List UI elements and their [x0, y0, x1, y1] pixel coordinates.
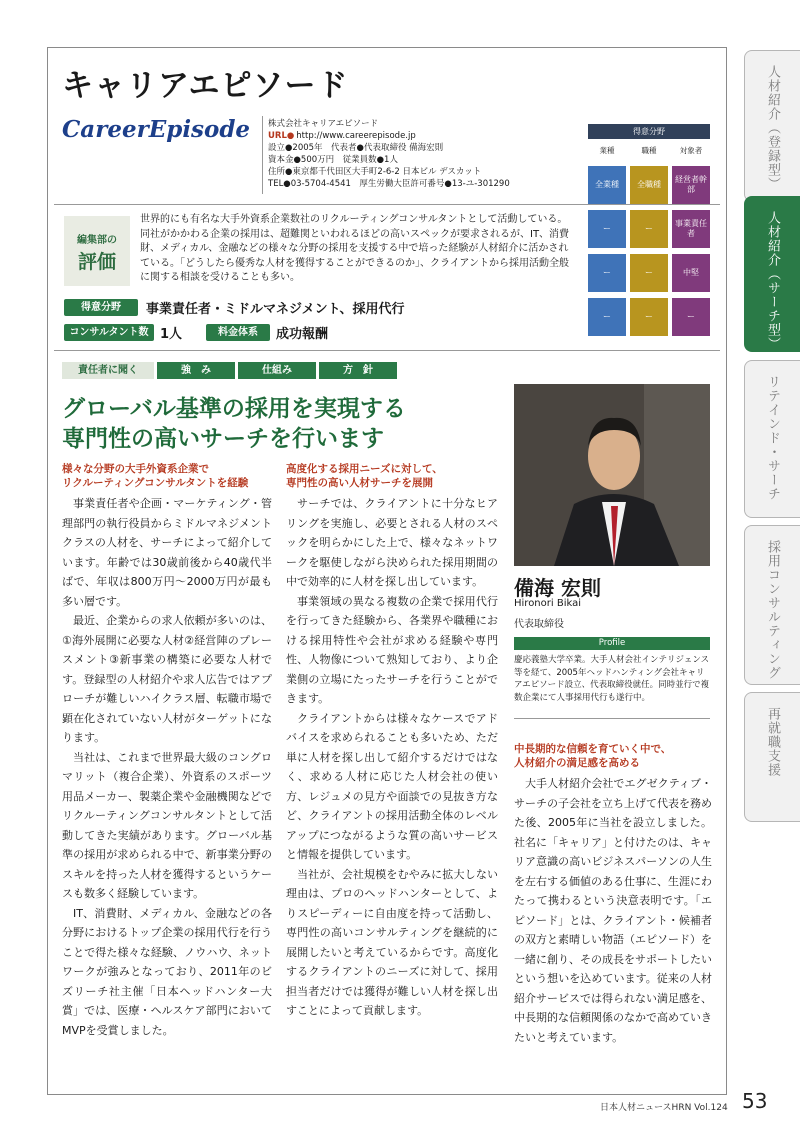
grid-cell: 事業責任者: [672, 210, 710, 248]
profile-text: 慶応義塾大学卒業。大手人材会社インテリジェンス等を経て、2005年ヘッドハンティング会社キャリアエピソード設立、代表取締役就任。同時並行で複数企業にて人事採用代行も遂行中。: [514, 655, 710, 703]
person-name: 備海 宏則: [514, 576, 601, 600]
grid-cell: ー: [588, 210, 626, 248]
section-tab-interview: 責任者に聞く: [62, 362, 154, 379]
column-subheading: [514, 742, 712, 770]
grid-title: 得意分野: [588, 124, 710, 139]
grid-cell: 中堅: [672, 254, 710, 292]
company-capital: 資本金●500万円 従業員数●1人: [268, 155, 398, 165]
paragraph: 事業責任者や企画・マーケティング・管理部門の執行役員からミドルマネジメントクラスの人材を、サーチによって紹介しています。年齢では30歳前後から40歳代半ばで、年収は800万円～2000万円が最も多い層です。: [62, 497, 272, 608]
grid-cell: ー: [588, 254, 626, 292]
divider: [54, 350, 720, 351]
side-tab-label: 再就職支援: [765, 707, 780, 777]
company-tel: TEL●03-5704-4541 厚生労働大臣許可番号●13-ユ-301290: [268, 179, 510, 189]
grid-cell: ー: [672, 298, 710, 336]
company-address: 住所●東京都千代田区大手町2-6-2 日本ビル デスカット: [268, 167, 482, 177]
side-tab-retained[interactable]: [744, 360, 800, 518]
subheading-line: 高度化する採用ニーズに対して、: [286, 463, 443, 475]
paragraph: 事業領域の異なる複数の企業で採用代行を行ってきた経験から、各業界や職種における採用特性や会社が求める経験や専門性、人物像について熟知しており、より企業側の立場にたったサーチを行うことができます。: [286, 594, 498, 705]
evaluation-label-small: 編集部の: [77, 235, 117, 246]
subheading-line: 人材紹介の満足感を高める: [514, 757, 640, 769]
portrait-photo: [514, 384, 710, 566]
fee-value: 成功報酬: [276, 327, 329, 342]
divider: [514, 718, 710, 719]
page-title: キャリアエピソード: [62, 68, 349, 104]
evaluation-label: 評価: [77, 251, 116, 273]
paragraph: 当社が、会社規模をむやみに拡大しない理由は、プロのヘッドハンターとして、よりスピーディーに自由度を持って活動し、専門性の高いコンサルティングを継続的に展開したいと考えているからです。高度化するクライアントのニーズに対して、採用担当者だけでは獲得が難しい人材を探し出すことによって貢献します。: [286, 867, 498, 1017]
grid-cell: ー: [588, 298, 626, 336]
evaluation-text: 世界的にも有名な大手外資系企業数社のリクルーティングコンサルタントとして活動している。同社がかかわる企業の採用は、超難関といわれるほどの高いスペックが要求されるが、IT、消費財、メディカル、金融などの様々な分野の採用を支援する中で培った経験が人材紹介に活かされている。「どうしたら優秀な人材を獲得することができるのか」、クライアントから採用活動全般に関する相談を受けることも多い。: [140, 214, 570, 283]
section-tab-strength: 強 み: [157, 362, 235, 379]
url-label: URL●: [268, 131, 295, 141]
paragraph: サーチでは、クライアントに十分なヒアリングを実施し、必要とされる人材のスペックを明らかにした上で、様々なネットワークを駆使しながら決められた採用期間の中で効率的に人材を探し出しています。: [286, 497, 498, 588]
grid-cell: 全職種: [630, 166, 668, 204]
company-logo: CareerEpisode: [62, 116, 251, 143]
column-subheading: [62, 462, 272, 490]
side-tab-label: 採用コンサルティング: [765, 540, 780, 680]
consultants-value: 1人: [160, 327, 183, 342]
section-tab-policy: 方 針: [319, 362, 397, 379]
paragraph: 最近、企業からの求人依頼が多いのは、①海外展開に必要な人材②経営陣のプレースメント③新事業の構築に必要な人材です。登録型の人材紹介や求人広告ではアプローチが難しいハイクラス層、転職市場で顕在化されていない人材がターゲットになります。: [62, 614, 272, 744]
headline: グローバル基準の採用を実現する: [62, 396, 406, 422]
person-title: 代表取締役: [514, 619, 564, 630]
grid-cell: 全業種: [588, 166, 626, 204]
subheading-line: 中長期的な信頼を育ていく中で、: [514, 743, 672, 755]
paragraph: 大手人材紹介会社でエグゼクティブ・サーチの子会社を立ち上げて代表を務めた後、2005年に当社を設立しました。社名に「キャリア」と付けたのは、キャリア意識の高いビジネスパーソンの人生を左右する価値のある仕事に、生涯にわたって携わるという決意表明です。「エピソード」とは、クライアント・候補者の双方と素晴しい物語（エピソード）を一緒に創り、その成長をサポートしたいという想いを込めています。従来の人材紹介サービスでは得られない満足感を、中長期的な信頼関係のなかで高めていきたいと考えています。: [514, 777, 712, 1044]
company-founded: 設立●2005年 代表者●代表取締役 備海宏則: [268, 143, 444, 153]
side-tab-label: リテインド・サーチ: [765, 375, 780, 501]
portrait-figure-icon: [514, 384, 710, 566]
person-name-roman: Hironori Bikai: [514, 598, 581, 609]
specialty-value: 事業責任者・ミドルマネジメント、採用代行: [146, 302, 405, 317]
paragraph: IT、消費財、メディカル、金融などの各分野におけるトップ企業の採用代行を行うことで得た様々な経験、ノウハウ、ネットワークが強みとなっており、2011年のビズリーチ社主催「日本ヘッドハンター大賞」では、医療・ヘルスケア部門においてMVPを受賞しました。: [62, 906, 272, 1037]
subheading-line: リクルーティングコンサルタントを経験: [62, 477, 249, 489]
divider: [262, 116, 263, 194]
side-tab-label: 人材紹介（サーチ型）: [765, 211, 780, 351]
section-tab-mechanism: 仕組み: [238, 362, 316, 379]
side-tab-outplacement[interactable]: [744, 692, 800, 822]
headline: 専門性の高いサーチを行います: [62, 426, 384, 452]
column-subheading: [286, 462, 498, 490]
footer-magazine: 日本人材ニュースHRN Vol.124: [600, 1103, 728, 1113]
specialty-tag: 得意分野: [64, 299, 138, 316]
profile-label: Profile: [514, 637, 710, 650]
paragraph: 当社は、これまで世界最大級のコングロマリット（複合企業）、外資系のスポーツ用品メーカー、製薬企業や金融機関などでリクルーティングコンサルタントとして活動してきた実績があります。グローバル基準の採用が求められる中で、新事業分野のスキルを持った人材を獲得するというケースも数多く経験しています。: [62, 750, 272, 900]
grid-cell: ー: [630, 210, 668, 248]
side-tab-label: 人材紹介（登録型）: [765, 65, 780, 191]
company-name: 株式会社キャリアエピソード: [268, 119, 379, 129]
grid-cell: 経営者幹部: [672, 166, 710, 204]
grid-col-header: 職種: [641, 146, 657, 155]
grid-cell: ー: [630, 298, 668, 336]
column-body: [514, 774, 712, 1047]
side-tab-search[interactable]: [744, 196, 800, 352]
divider: [54, 204, 720, 205]
company-url[interactable]: http://www.careerepisode.jp: [296, 131, 416, 141]
paragraph: クライアントからは様々なケースでアドバイスを求められることも多いため、ただ単に人材を探し出して紹介するだけではなく、求める人材に応じた人材会社の使い方、レジュメの見方や面談での見抜き方など、クライアントの採用活動全体のレベルアップにつながるような質の高いサービスと情報を提供しています。: [286, 711, 498, 861]
grid-col-header: 業種: [599, 146, 615, 155]
page-number: 53: [742, 1089, 768, 1113]
grid-cell: ー: [630, 254, 668, 292]
fee-tag: 料金体系: [206, 324, 270, 341]
company-info: [268, 118, 510, 190]
consultants-tag: コンサルタント数: [64, 324, 154, 341]
column-body: [62, 494, 272, 1040]
side-tab-registration[interactable]: [744, 50, 800, 202]
column-body: [286, 494, 498, 1021]
subheading-line: 様々な分野の大手外資系企業で: [62, 463, 209, 475]
subheading-line: 専門性の高い人材サーチを展開: [286, 477, 433, 489]
side-tab-consulting[interactable]: [744, 525, 800, 685]
grid-col-header: 対象者: [679, 146, 703, 155]
